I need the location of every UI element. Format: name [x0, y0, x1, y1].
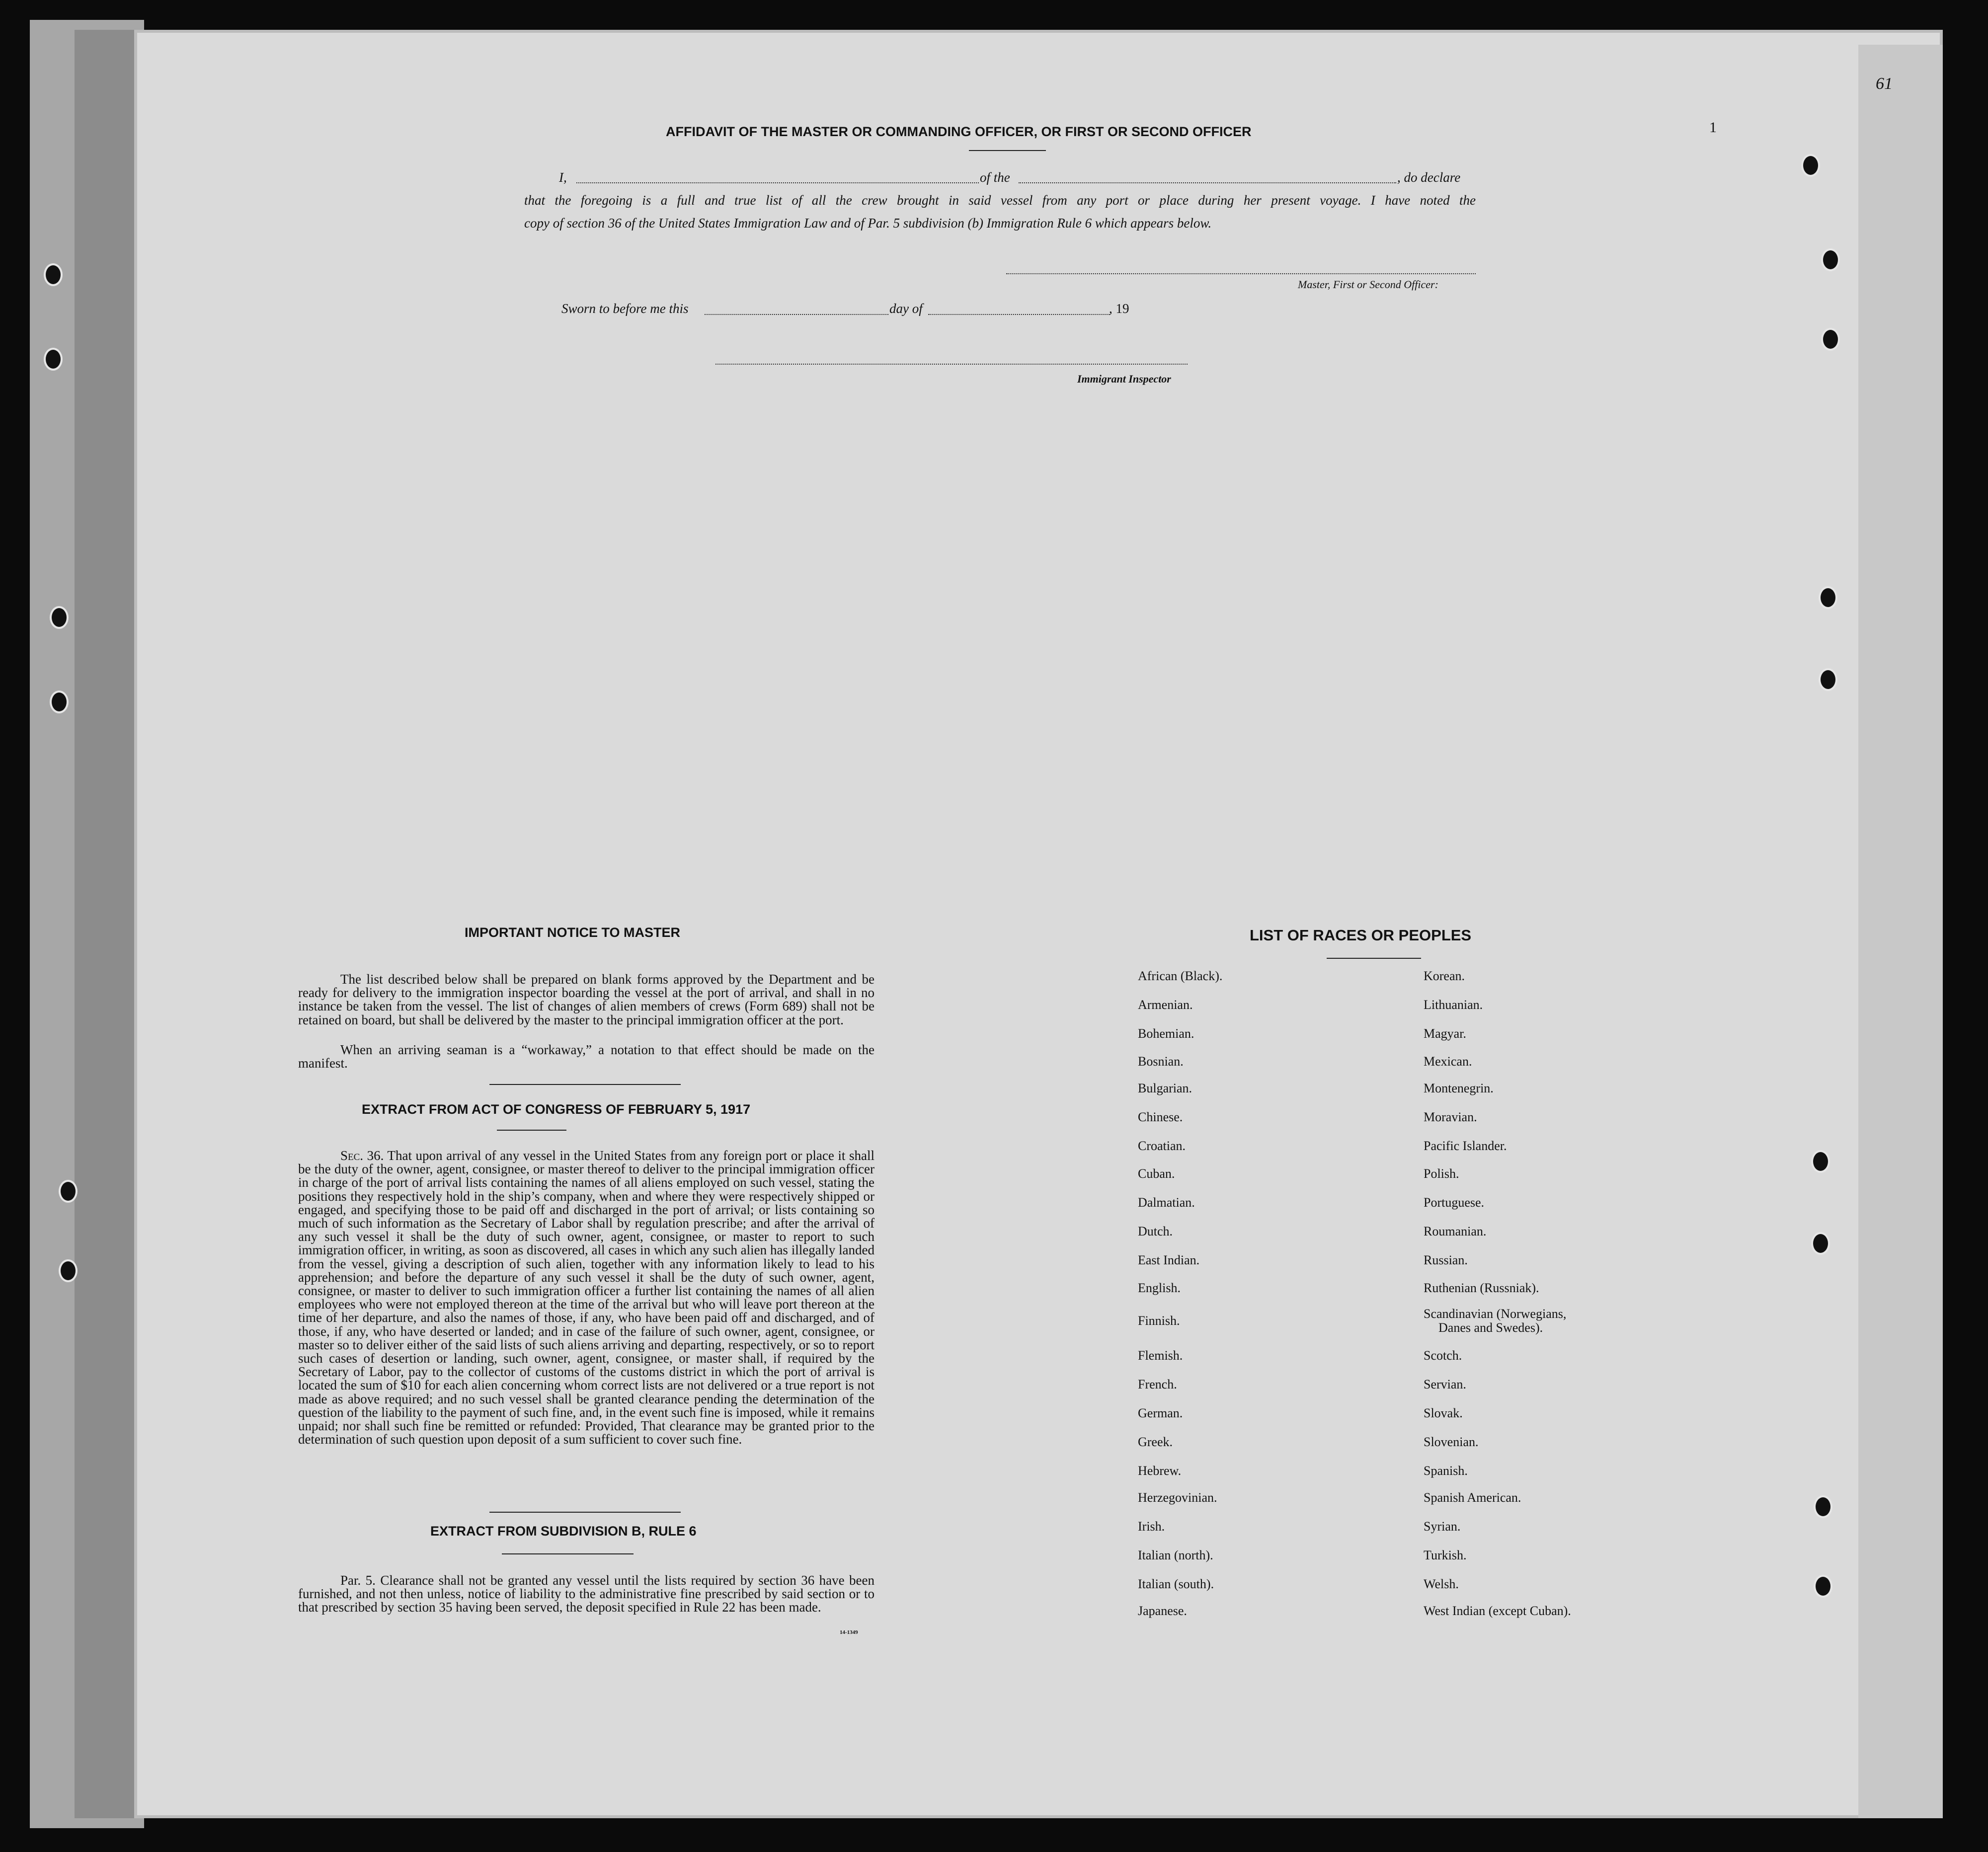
race-item: Finnish. — [1138, 1313, 1180, 1328]
binder-hole-icon — [59, 1180, 78, 1203]
document-sheet — [134, 30, 1943, 1818]
binder-hole-icon — [1821, 248, 1840, 271]
notice-body: The list described below shall be prepared on blank forms approved by the Department and be ready for delivery to the immigration inspector boarding the vessel at the port of arrival, and shall in no instance be taken from the vessel. The list of changes of alien members of crews (Form 689) shall not be retained on board, but shall be delivered by the master to the principal immigration officer at the port. — [298, 972, 875, 1027]
binder-hole-icon — [44, 348, 63, 371]
race-item: Scandinavian (Norwegians, — [1424, 1307, 1567, 1321]
race-item: Armenian. — [1138, 998, 1193, 1012]
binder-hole-icon — [50, 691, 69, 713]
section-rule — [489, 1512, 681, 1513]
race-item: German. — [1138, 1406, 1183, 1420]
binder-hole-icon — [44, 263, 63, 286]
race-item: Montenegrin. — [1424, 1081, 1494, 1095]
race-item: Italian (north). — [1138, 1548, 1213, 1562]
race-item: Spanish American. — [1424, 1490, 1521, 1505]
sworn-month-blank[interactable] — [928, 314, 1110, 315]
race-item: Slovenian. — [1424, 1435, 1479, 1449]
scan-edge-right — [1858, 45, 1943, 1818]
race-item: Spanish. — [1424, 1464, 1468, 1478]
race-item: Slovak. — [1424, 1406, 1463, 1420]
race-item: Ruthenian (Russniak). — [1424, 1281, 1539, 1295]
title-rule — [969, 150, 1046, 151]
act-body-text: That upon arrival of any vessel in the United States from any foreign port or place it shall be the duty of the owner, agent, consignee, or master thereof to deliver to the principal immigration officer in charge of the port of arrival lists containing the names of all aliens employed on such vessel, stating the positions they respectively hold in the ship’s company, when and where they were respectively shipped or engaged, and specifying those to be paid off and discharged in the port of arrival; or lists containing so much of such information as the Secretary of Labor shall by regulation prescribe; and after the arrival of any such vessel it shall be the duty of such owner, agent, consignee, or master to report to such immigration officer, in writing, as soon as discovered, all cases in which any such alien has illegally landed from the vessel, giving a description of such alien, together with any information likely to lead to his apprehension; and before the departure of any such vessel it shall be the duty of such owner, agent, consignee, or master to deliver to such immigration officer a further list containing the names of all alien employees who were not employed thereon at the time of the arrival but who will leave port thereon at the time of her departure, and also the names of those, if any, who have been paid off and discharged, and of those, if any, who have deserted or landed; and in case of the failure of such owner, agent, consignee, or master so to deliver either of the said lists of such aliens arriving and departing, respectively, or so to report such cases of desertion or landing, such owner, agent, consignee, or master shall, if required by the Secretary of Labor, pay to the collector of customs of the customs district in which the port of arrival is located the sum of $10 for each alien concerning whom correct lists are not delivered or a true report is not made as above required; and no such vessel shall be granted clearance pending the determination of the question of the liability to the payment of such fine, and, in the event such fine is imposed, while it remains unpaid; nor shall such fine be remitted or refunded: Provided, That clearance may be granted prior to the determination of such question upon deposit of a sum sufficient to cover such fine. — [298, 1148, 875, 1447]
race-item: Bosnian. — [1138, 1054, 1184, 1069]
race-item: Welsh. — [1424, 1577, 1459, 1591]
race-item: Hebrew. — [1138, 1464, 1182, 1478]
inspector-label: Immigrant Inspector — [1077, 373, 1171, 385]
race-item: West Indian (except Cuban). — [1424, 1604, 1571, 1618]
race-item: Flemish. — [1138, 1348, 1183, 1363]
rule-body: Par. 5. Clearance shall not be granted any vessel until the lists required by section 36 have been furnished, and not then unless, notice of liability to the administrative fine prescribed by said section or to that prescribed by section 35 having been served, the deposit specified in Rule 22 has been made. — [298, 1573, 875, 1615]
binder-hole-icon — [50, 606, 69, 629]
affidavit-line1-end: , do declare — [1397, 170, 1461, 185]
notice-title: IMPORTANT NOTICE TO MASTER — [465, 925, 680, 940]
name-blank[interactable] — [576, 182, 979, 183]
race-item: Greek. — [1138, 1435, 1173, 1449]
form-number: 14-1349 — [840, 1629, 858, 1635]
sworn-end: , 19 — [1109, 301, 1129, 316]
margin-note: 61 — [1876, 75, 1893, 93]
notice-workaway: When an arriving seaman is a “workaway,” a notation to that effect should be made on the manifest. — [298, 1042, 875, 1071]
affidavit-line3: copy of section 36 of the United States Immigration Law and of Par. 5 subdivision (b) Immigration Rule 6 which appears below. — [524, 216, 1212, 231]
binder-hole-icon — [1811, 1150, 1830, 1173]
race-item: French. — [1138, 1377, 1177, 1391]
signature-blank[interactable] — [1006, 273, 1476, 274]
act-section-label: Sec. 36. — [340, 1148, 384, 1163]
title-rule — [1327, 958, 1421, 959]
binder-hole-icon — [59, 1259, 78, 1282]
title-rule — [497, 1130, 566, 1131]
race-item: Russian. — [1424, 1253, 1468, 1267]
act-body — [298, 1149, 875, 1446]
race-item: Portuguese. — [1424, 1195, 1485, 1210]
race-item: Herzegovinian. — [1138, 1490, 1217, 1505]
race-item: Irish. — [1138, 1519, 1165, 1534]
race-item: Moravian. — [1424, 1110, 1477, 1124]
race-item: Chinese. — [1138, 1110, 1183, 1124]
sworn-start: Sworn to before me this — [561, 301, 689, 316]
race-item: Servian. — [1424, 1377, 1466, 1391]
race-item: Mexican. — [1424, 1054, 1472, 1069]
race-item: Scotch. — [1424, 1348, 1462, 1363]
race-item: Cuban. — [1138, 1166, 1175, 1181]
race-item: Turkish. — [1424, 1548, 1467, 1562]
races-title: LIST OF RACES OR PEOPLES — [1250, 926, 1472, 944]
scan-edge-shadow — [75, 30, 139, 1818]
race-item: East Indian. — [1138, 1253, 1200, 1267]
vessel-blank[interactable] — [1019, 182, 1396, 183]
race-item: Pacific Islander. — [1424, 1139, 1507, 1153]
affidavit-line1-mid: of the — [980, 170, 1010, 185]
race-item: Japanese. — [1138, 1604, 1187, 1618]
signature-label: Master, First or Second Officer: — [1298, 278, 1438, 291]
title-rule — [502, 1553, 634, 1554]
binder-hole-icon — [1814, 1575, 1832, 1598]
inspector-blank[interactable] — [716, 364, 1188, 365]
race-item: Bohemian. — [1138, 1026, 1194, 1041]
affidavit-line2: that the foregoing is a full and true list of all the crew brought in said vessel from any port or place during her present voyage. I have noted the — [524, 193, 1476, 208]
binder-hole-icon — [1819, 586, 1837, 609]
binder-hole-icon — [1801, 154, 1820, 177]
binder-hole-icon — [1814, 1495, 1832, 1518]
rule-title: EXTRACT FROM SUBDIVISION B, RULE 6 — [430, 1524, 697, 1539]
race-item: Dutch. — [1138, 1224, 1173, 1238]
race-item-continued: Danes and Swedes). — [1438, 1320, 1543, 1335]
corner-mark: 1 — [1709, 119, 1717, 136]
affidavit-title: AFFIDAVIT OF THE MASTER OR COMMANDING OFFICER, OR FIRST OR SECOND OFFICER — [666, 124, 1252, 139]
section-rule — [489, 1084, 681, 1085]
race-item: Roumanian. — [1424, 1224, 1487, 1238]
affidavit-line1-start: I, — [559, 170, 567, 185]
sworn-mid: day of — [889, 301, 923, 316]
act-title: EXTRACT FROM ACT OF CONGRESS OF FEBRUARY 5, 1917 — [362, 1102, 751, 1117]
race-item: African (Black). — [1138, 969, 1223, 983]
race-item: Dalmatian. — [1138, 1195, 1195, 1210]
race-item: Polish. — [1424, 1166, 1459, 1181]
race-item: Croatian. — [1138, 1139, 1186, 1153]
race-item: Italian (south). — [1138, 1577, 1214, 1591]
binder-hole-icon — [1811, 1232, 1830, 1255]
race-item: Syrian. — [1424, 1519, 1461, 1534]
binder-hole-icon — [1819, 668, 1837, 691]
race-item: English. — [1138, 1281, 1181, 1295]
race-item: Lithuanian. — [1424, 998, 1483, 1012]
race-item: Bulgarian. — [1138, 1081, 1193, 1095]
sworn-day-blank[interactable] — [705, 314, 888, 315]
race-item: Magyar. — [1424, 1026, 1466, 1041]
binder-hole-icon — [1821, 328, 1840, 351]
race-item: Korean. — [1424, 969, 1465, 983]
